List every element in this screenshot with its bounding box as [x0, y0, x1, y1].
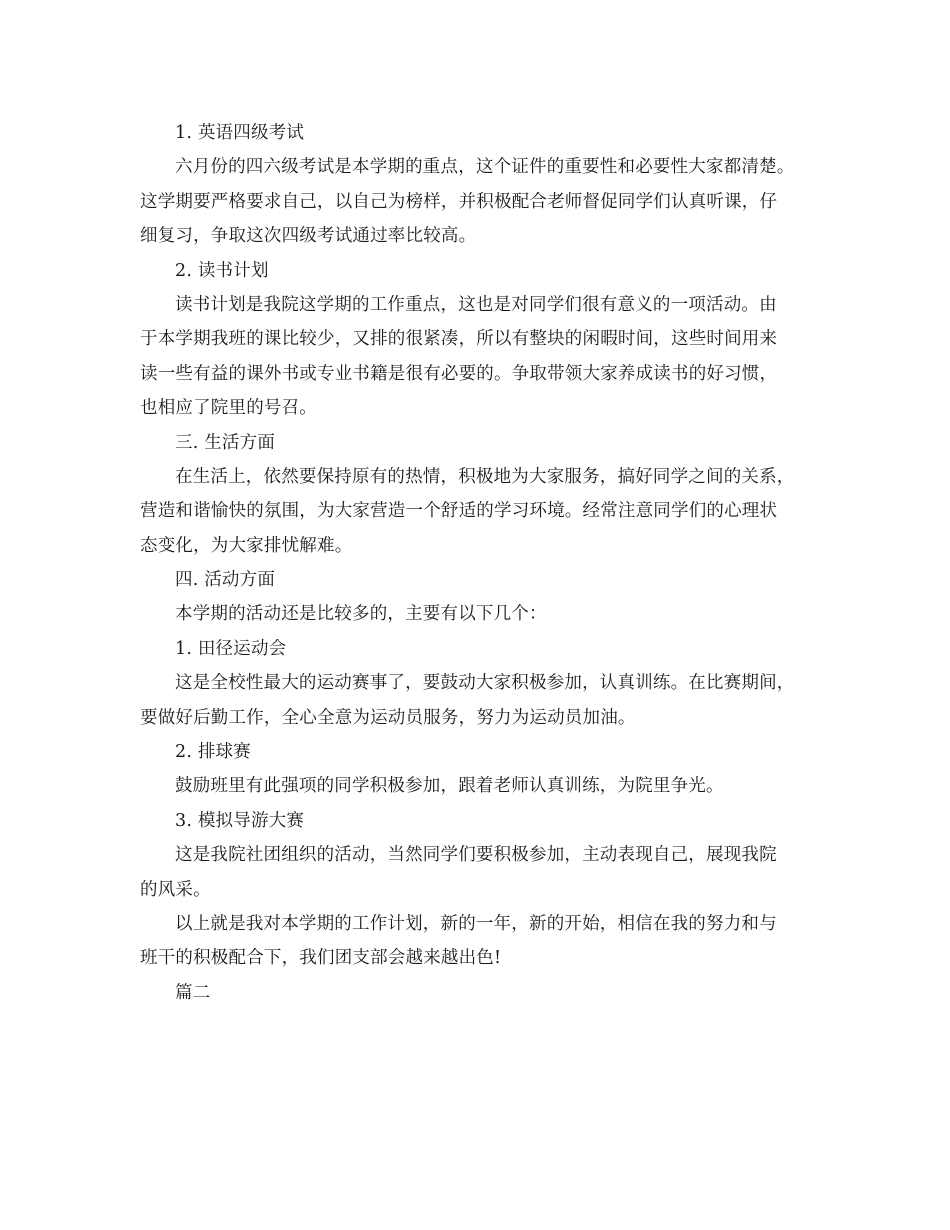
heading-reading-plan: 2. 读书计划: [175, 260, 269, 281]
paragraph-line: 细复习，争取这次四级考试通过率比较高。: [140, 226, 477, 247]
paragraph-line: 也相应了院里的号召。: [140, 398, 317, 419]
paragraph-line: 这是全校性最大的运动赛事了，要鼓动大家积极参加，认真训练。在比赛期间，: [175, 673, 795, 694]
heading-volleyball: 2. 排球赛: [175, 742, 251, 763]
paragraph-line: 态变化，为大家排忧解难。: [140, 535, 353, 556]
heading-life-aspect: 三. 生活方面: [175, 432, 276, 453]
paragraph-line: 营造和谐愉快的氛围，为大家营造一个舒适的学习环境。经常注意同学们的心理状: [140, 501, 778, 522]
document-body: [140, 116, 820, 1010]
heading-activities: 四. 活动方面: [175, 570, 276, 591]
paragraph-line: 以上就是我对本学期的工作计划，新的一年，新的开始，相信在我的努力和与: [175, 913, 777, 934]
section-heading-part-two: 篇二: [175, 982, 211, 1003]
paragraph-line: 要做好后勤工作，全心全意为运动员服务，努力为运动员加油。: [140, 707, 636, 728]
paragraph-line: 于本学期我班的课比较少，又排的很紧凑，所以有整块的闲暇时间，这些时间用来: [140, 329, 778, 350]
paragraph-line: 鼓励班里有此强项的同学积极参加，跟着老师认真训练，为院里争光。: [175, 776, 724, 797]
paragraph-line: 这学期要严格要求自己，以自己为榜样，并积极配合老师督促同学们认真听课，仔: [140, 191, 778, 212]
paragraph-line: 在生活上，依然要保持原有的热情，积极地为大家服务，搞好同学之间的关系，: [175, 466, 795, 487]
paragraph-line: 的风采。: [140, 879, 211, 900]
heading-tour-guide-contest: 3. 模拟导游大赛: [175, 810, 305, 831]
heading-cet4-exam: 1. 英语四级考试: [175, 123, 305, 143]
paragraph-line: 本学期的活动还是比较多的，主要有以下几个：: [175, 604, 547, 625]
paragraph-line: 班干的积极配合下，我们团支部会越来越出色!: [140, 948, 502, 969]
heading-track-meet: 1. 田径运动会: [175, 638, 287, 659]
paragraph-line: 读书计划是我院这学期的工作重点，这也是对同学们很有意义的一项活动。由: [175, 294, 777, 315]
paragraph-line: 读一些有益的课外书或专业书籍是很有必要的。争取带领大家养成读书的好习惯，: [140, 363, 778, 384]
paragraph-line: 这是我院社团组织的活动，当然同学们要积极参加，主动表现自己，展现我院: [175, 845, 777, 866]
paragraph-line: 六月份的四六级考试是本学期的重点，这个证件的重要性和必要性大家都清楚。: [175, 157, 795, 178]
